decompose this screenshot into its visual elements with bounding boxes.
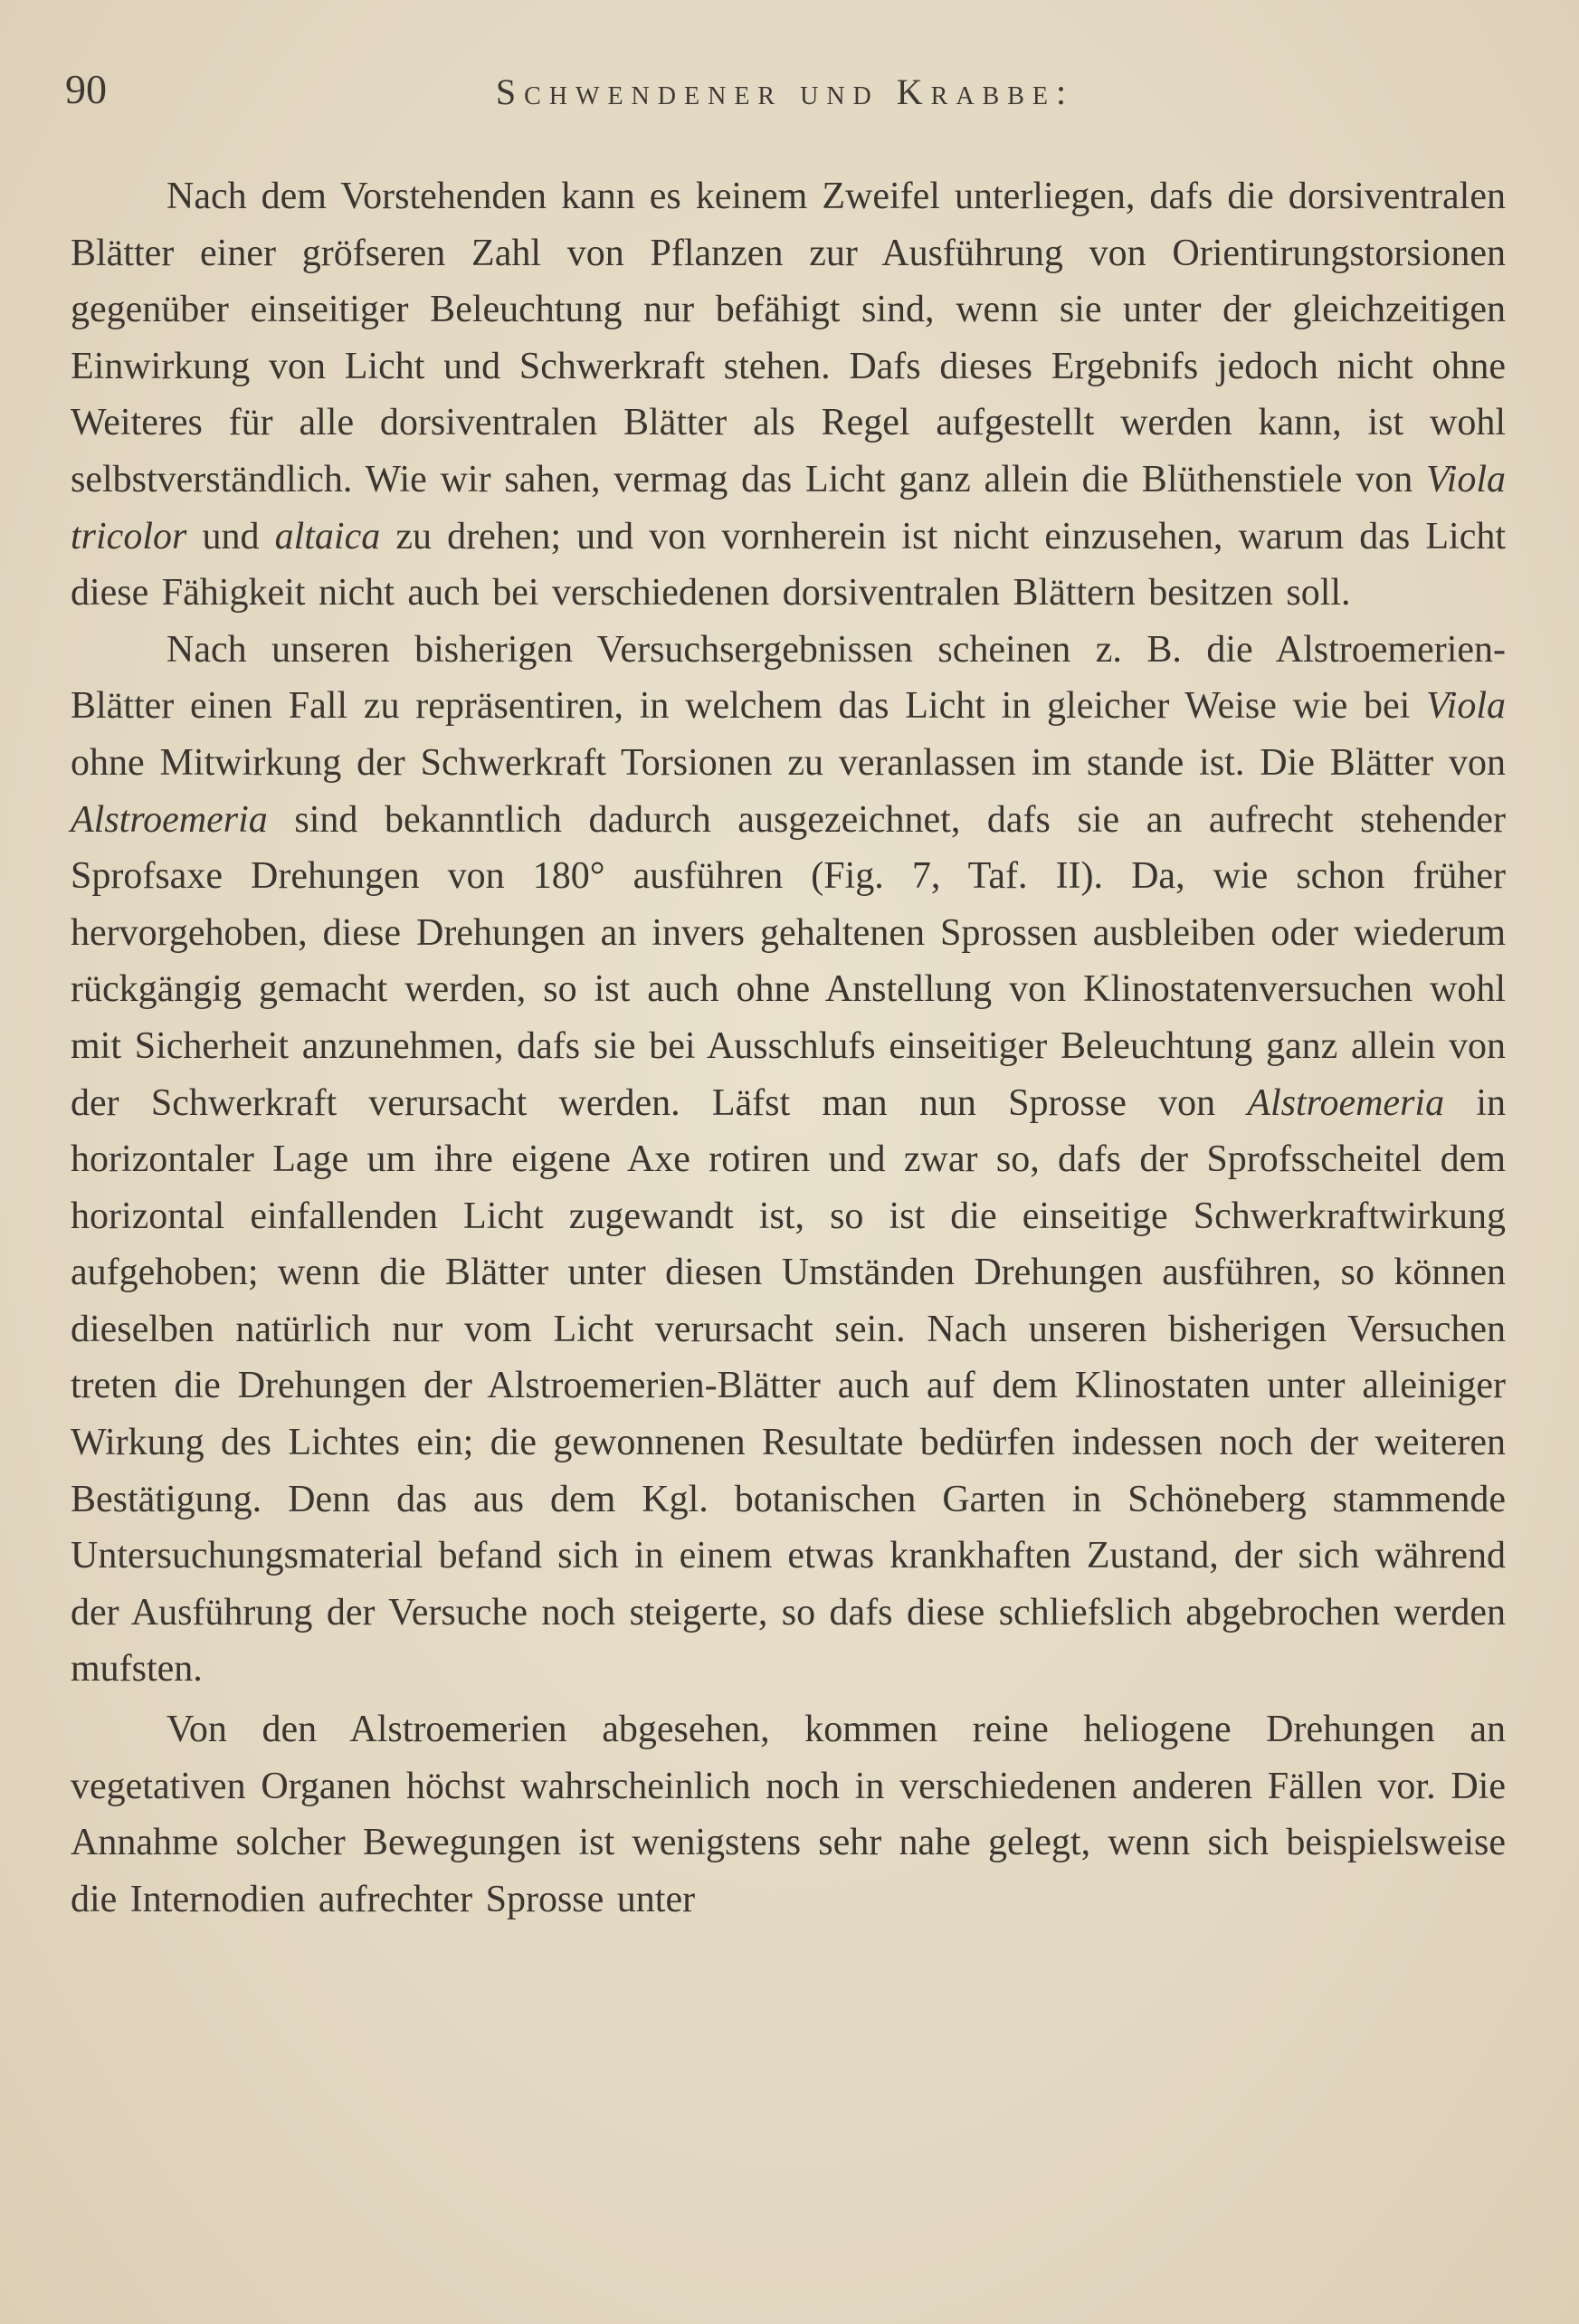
text-segment: und — [186, 515, 275, 557]
text-segment: sind bekanntlich dadurch ausgezeichnet, dafs sie an aufrecht stehender Sprofsaxe Drehungen von 180° ausführen (Fig. 7, Taf. II). Da, wie schon früher hervorgehoben, diese Drehungen an invers gehaltenen Sprossen ausbleiben oder wiederum rückgängig gemacht werden, so ist auch ohne Anstellung von Klinostatenversuchen wohl mit Sicherheit anzunehmen, dafs sie bei Ausschlufs einseitiger Beleuchtung ganz allein von der Schwerkraft verursacht werden. Läfst man nun Sprosse von — [71, 798, 1506, 1124]
italic-segment: Viola — [1426, 685, 1506, 728]
page-header — [65, 65, 1505, 119]
body-text — [71, 168, 1506, 1928]
paragraph-2 — [71, 622, 1506, 1698]
text-segment: Nach unseren bisherigen Versuchsergebnissen scheinen z. B. die Alstroemerien-Blätter einen Fall zu repräsentiren, in welchem das Licht in gleicher Weise wie bei — [71, 628, 1506, 728]
text-segment: zu drehen; und von vornherein ist nicht einzusehen, warum das Licht diese Fähigkeit nicht auch bei verschiedenen dorsiventralen Blättern besitzen soll. — [71, 515, 1506, 614]
italic-segment: Alstroemeria — [71, 798, 268, 841]
italic-segment: Viola tricolor — [71, 458, 1506, 557]
page-number: 90 — [65, 66, 107, 112]
running-head: Schwendener und Krabbe: — [495, 71, 1075, 112]
text-segment: in horizontaler Lage um ihre eigene Axe rotiren und zwar so, dafs der Sprofsscheitel dem horizontal einfallenden Licht zugewandt ist, so ist die einseitige Schwerkraftwirkung aufgehoben; wenn die Blätter unter diesen Umständen Drehungen ausführen, so können dieselben natürlich nur vom Licht verursacht sein. Nach unseren bisherigen Versuchen treten die Drehungen der Alstroemerien-Blätter auch auf dem Klinostaten unter alleiniger Wirkung des Lichtes ein; die gewonnenen Resultate bedürfen indessen noch der weiteren Bestätigung. Denn das aus dem Kgl. botanischen Garten in Schöneberg stammende Untersuchungsmaterial befand sich in einem etwas krankhaften Zustand, der sich während der Ausführung der Versuche noch steigerte, so dafs diese schliefslich abgebrochen werden mufsten. — [71, 1081, 1507, 1691]
italic-segment: altaica — [274, 515, 381, 557]
paragraph-3 — [71, 1701, 1506, 1928]
text-segment: Von den Alstroemerien abgesehen, kommen reine heliogene Drehungen an vegetativen Organen höchst wahrscheinlich noch in verschiedenen anderen Fällen vor. Die Annahme solcher Bewegungen ist wenigstens sehr nahe gelegt, wenn sich beispielsweise die Internodien aufrechter Sprosse unter — [71, 1709, 1506, 1920]
text-segment: Nach dem Vorstehenden kann es keinem Zweifel unterliegen, dafs die dorsiventralen Blätter einer gröfseren Zahl von Pflanzen zur Ausführung von Orientirungstorsionen gegenüber einseitiger Beleuchtung nur befähigt sind, wenn sie unter der gleichzeitigen Einwirkung von Licht und Schwerkraft stehen. Dafs dieses Ergebnifs jedoch nicht ohne Weiteres für alle dorsiventralen Blätter als Regel aufgestellt werden kann, ist wohl selbstverständlich. Wie wir sahen, vermag das Licht ganz allein die Blüthenstiele von — [71, 176, 1506, 500]
text-segment: ohne Mitwirkung der Schwerkraft Torsionen zu veranlassen im stande ist. Die Blätter von — [71, 741, 1506, 784]
italic-segment: Alstroemeria — [1247, 1081, 1445, 1124]
paragraph-1 — [71, 168, 1506, 622]
